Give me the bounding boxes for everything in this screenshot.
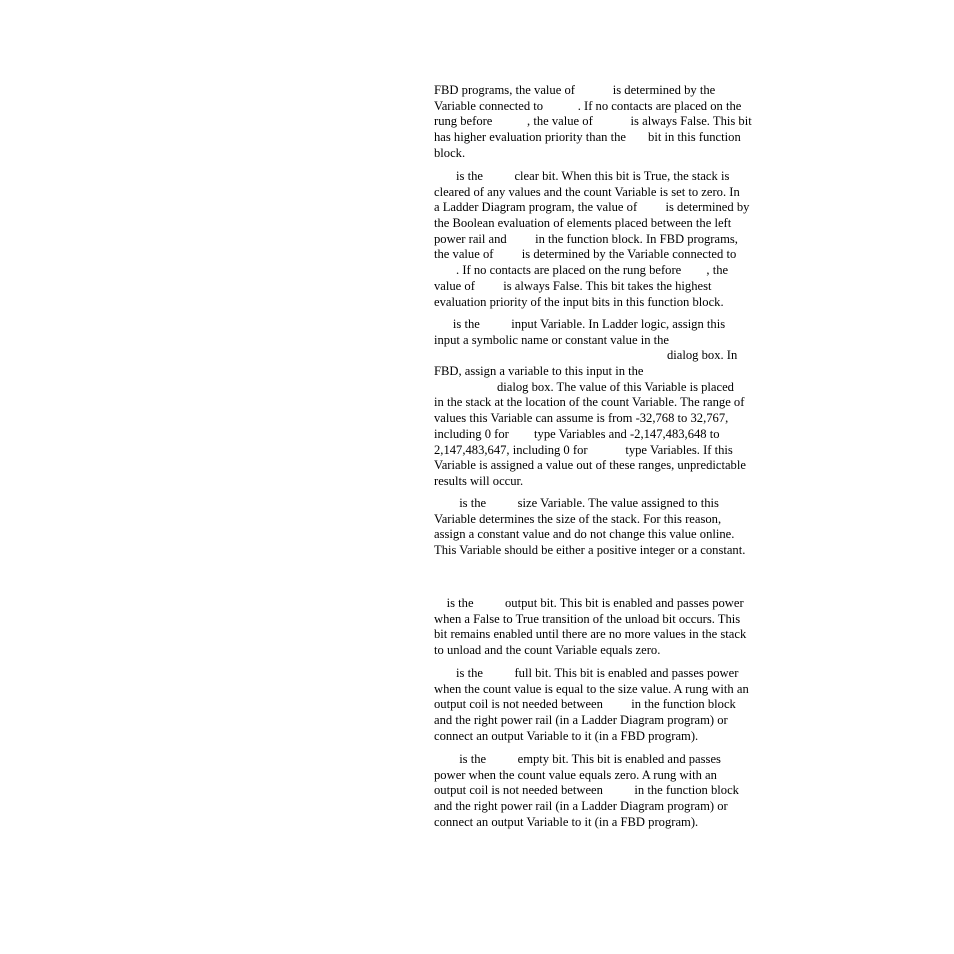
paragraph-fbd-load-continued [434, 83, 764, 161]
text-line: in the stack at the location of the count Variable. The range of [434, 395, 745, 410]
text-line: a Ladder Diagram program, the value of is determined by [434, 200, 750, 215]
paragraph-input-variable [434, 317, 764, 490]
text-line: the Boolean evaluation of elements placed between the left [434, 216, 732, 231]
text-line: block. [434, 145, 466, 160]
text-line: evaluation priority of the input bits in this function block. [434, 294, 724, 309]
text-line: 2,147,483,647, including 0 for type Variables. If this [434, 442, 733, 457]
text-line: dialog box. The value of this Variable is placed [434, 379, 734, 394]
text-line: Variable connected to . If no contacts are placed on the [434, 98, 742, 113]
paragraph-clear-bit [434, 169, 764, 310]
text-line: including 0 for type Variables and -2,147,483,648 to [434, 426, 720, 441]
text-line: is the empty bit. This bit is enabled and passes [434, 752, 721, 766]
text-line: connect an output Variable to it (in a FBD program). [434, 728, 699, 743]
text-line: dialog box. In [434, 348, 738, 363]
paragraph-size-variable [434, 496, 764, 559]
text-line: when a False to True transition of the unload bit occurs. This [434, 611, 741, 626]
text-line: results will occur. [434, 473, 524, 488]
text-line: assign a constant value and do not change this value online. [434, 527, 735, 542]
text-line: FBD, assign a variable to this input in the [434, 364, 644, 379]
text-line: the value of is determined by the Variable connected to [434, 247, 737, 262]
text-line: is the output bit. This bit is enabled and passes power [434, 596, 744, 610]
text-line: Variable is assigned a value out of these ranges, unpredictable [434, 458, 746, 473]
text-line: has higher evaluation priority than the bit in this function [434, 130, 741, 145]
text-line: output coil is not needed between in the function block [434, 697, 736, 712]
paragraph-full-bit [434, 666, 764, 744]
text-line: bit remains enabled until there are no more values in the stack [434, 627, 747, 642]
text-line: is the clear bit. When this bit is True, the stack is [434, 169, 730, 183]
text-line: Variable determines the size of the stack. For this reason, [434, 511, 722, 526]
text-line: output coil is not needed between in the function block [434, 783, 739, 798]
text-line: rung before , the value of is always False. This bit [434, 114, 752, 129]
text-line: . If no contacts are placed on the rung before , the [434, 263, 729, 278]
text-line: cleared of any values and the count Variable is set to zero. In [434, 184, 740, 199]
text-line: and the right power rail (in a Ladder Diagram program) or [434, 713, 728, 728]
text-line: power when the count value equals zero. A rung with an [434, 767, 717, 782]
text-line: input a symbolic name or constant value in the [434, 332, 670, 347]
text-line: is the input Variable. In Ladder logic, assign this [434, 317, 726, 331]
text-line: to unload and the count Variable equals zero. [434, 643, 661, 658]
text-line: power rail and in the function block. In FBD programs, [434, 231, 738, 246]
text-line: and the right power rail (in a Ladder Diagram program) or [434, 799, 728, 814]
text-line: is the size Variable. The value assigned to this [434, 496, 719, 510]
text-line: connect an output Variable to it (in a FBD program). [434, 814, 699, 829]
text-line: when the count value is equal to the size value. A rung with an [434, 681, 749, 696]
text-line: This Variable should be either a positive integer or a constant. [434, 543, 746, 558]
text-line: is the full bit. This bit is enabled and passes power [434, 666, 739, 680]
text-line: FBD programs, the value of is determined by the [434, 83, 716, 97]
paragraph-output-bit [434, 596, 764, 659]
text-line: values this Variable can assume is from -32,768 to 32,767, [434, 411, 729, 426]
paragraph-empty-bit [434, 752, 764, 830]
text-line: value of is always False. This bit takes the highest [434, 278, 712, 293]
